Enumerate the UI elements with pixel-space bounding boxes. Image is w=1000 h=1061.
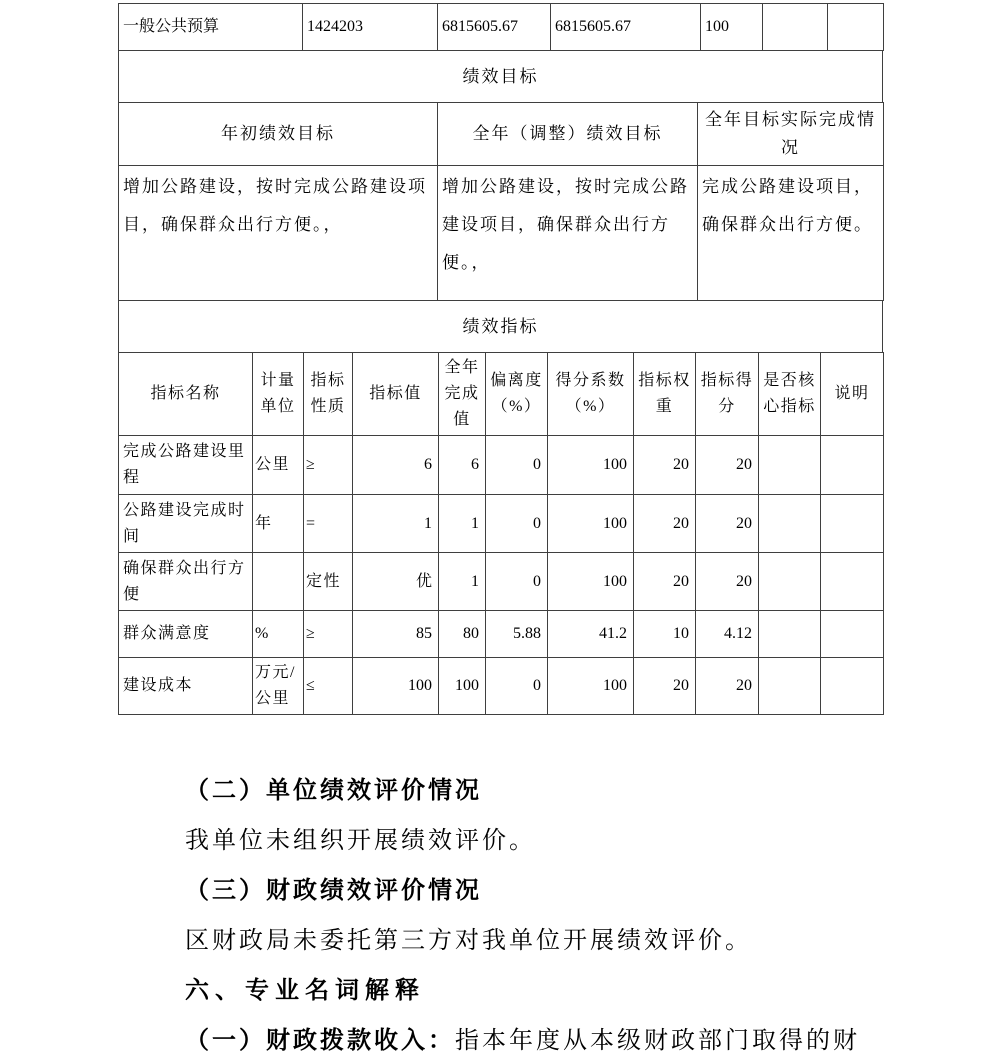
indicator-col-header-nature: 指标性质 bbox=[304, 353, 353, 436]
indicator-cell-completed: 100 bbox=[439, 658, 486, 715]
indicator-cell-deviation: 0 bbox=[486, 553, 548, 611]
indicator-row-satisfaction bbox=[119, 611, 884, 658]
indicator-row-cost bbox=[119, 658, 884, 715]
budget-cell-source: 一般公共预算 bbox=[119, 4, 303, 51]
indicator-cell-unit: % bbox=[253, 611, 304, 658]
indicator-cell-completed: 1 bbox=[439, 553, 486, 611]
indicator-cell-target: 1 bbox=[353, 495, 439, 553]
indicator-cell-score-coef: 100 bbox=[548, 436, 634, 495]
budget-cell-amount-2: 6815605.67 bbox=[551, 4, 701, 51]
indicator-col-header-name: 指标名称 bbox=[119, 353, 253, 436]
indicator-table bbox=[118, 352, 884, 715]
heading-unit-evaluation: （二）单位绩效评价情况 bbox=[185, 778, 482, 804]
goal-text-actual: 完成公路建设项目，确保群众出行方便。 bbox=[698, 166, 884, 301]
indicator-cell-name: 建设成本 bbox=[119, 658, 253, 715]
indicator-cell-core bbox=[759, 611, 821, 658]
goal-header-row bbox=[119, 103, 884, 166]
indicator-cell-deviation: 0 bbox=[486, 436, 548, 495]
indicator-cell-core bbox=[759, 553, 821, 611]
indicator-header-row bbox=[119, 353, 884, 436]
indicator-cell-target: 优 bbox=[353, 553, 439, 611]
indicator-col-header-completed: 全年完成值 bbox=[439, 353, 486, 436]
indicator-cell-deviation: 5.88 bbox=[486, 611, 548, 658]
indicator-cell-name: 完成公路建设里程 bbox=[119, 436, 253, 495]
budget-cell-rate: 100 bbox=[701, 4, 763, 51]
indicator-cell-note bbox=[821, 553, 884, 611]
budget-cell-code: 1424203 bbox=[303, 4, 438, 51]
indicator-col-header-target: 指标值 bbox=[353, 353, 439, 436]
budget-cell-empty-2 bbox=[828, 4, 884, 51]
goal-section-title: 绩效目标 bbox=[119, 51, 883, 103]
budget-row-table bbox=[118, 3, 884, 51]
budget-cell-empty-1 bbox=[763, 4, 828, 51]
indicator-row-completion-time bbox=[119, 495, 884, 553]
indicator-cell-weight: 20 bbox=[634, 658, 696, 715]
indicator-cell-unit: 万元/公里 bbox=[253, 658, 304, 715]
indicator-cell-weight: 10 bbox=[634, 611, 696, 658]
indicator-row-convenience bbox=[119, 553, 884, 611]
budget-row bbox=[119, 4, 884, 51]
indicator-cell-target: 85 bbox=[353, 611, 439, 658]
indicator-cell-name: 确保群众出行方便 bbox=[119, 553, 253, 611]
goal-body-row bbox=[119, 166, 884, 301]
indicator-cell-score: 20 bbox=[696, 495, 759, 553]
indicator-cell-nature: ≤ bbox=[304, 658, 353, 715]
goal-header-table bbox=[118, 102, 884, 166]
indicator-cell-note bbox=[821, 658, 884, 715]
indicator-cell-note bbox=[821, 495, 884, 553]
indicator-section-title: 绩效指标 bbox=[119, 301, 883, 353]
goal-col-header-actual: 全年目标实际完成情况 bbox=[698, 103, 884, 166]
indicator-cell-weight: 20 bbox=[634, 436, 696, 495]
term-definition: 指本年度从本级财政部门取得的财 bbox=[455, 1028, 860, 1054]
goal-col-header-adjusted: 全年（调整）绩效目标 bbox=[438, 103, 698, 166]
heading-fiscal-evaluation: （三）财政绩效评价情况 bbox=[185, 878, 482, 904]
indicator-col-header-deviation: 偏离度（%） bbox=[486, 353, 548, 436]
indicator-cell-weight: 20 bbox=[634, 553, 696, 611]
indicator-cell-completed: 6 bbox=[439, 436, 486, 495]
goal-body-table bbox=[118, 165, 884, 301]
indicator-cell-nature: ≥ bbox=[304, 436, 353, 495]
indicator-cell-core bbox=[759, 658, 821, 715]
performance-table bbox=[118, 3, 883, 715]
indicator-cell-completed: 1 bbox=[439, 495, 486, 553]
indicator-cell-nature: = bbox=[304, 495, 353, 553]
indicator-cell-score-coef: 100 bbox=[548, 553, 634, 611]
indicator-col-header-unit: 计量单位 bbox=[253, 353, 304, 436]
indicator-col-header-note: 说明 bbox=[821, 353, 884, 436]
indicator-cell-note bbox=[821, 611, 884, 658]
indicator-cell-unit: 公里 bbox=[253, 436, 304, 495]
heading-terminology: 六、专业名词解释 bbox=[185, 977, 425, 1004]
goal-text-adjusted: 增加公路建设，按时完成公路建设项目，确保群众出行方便。， bbox=[438, 166, 698, 301]
goal-col-header-initial: 年初绩效目标 bbox=[119, 103, 438, 166]
indicator-cell-target: 6 bbox=[353, 436, 439, 495]
paragraph-term-fiscal-appropriation bbox=[185, 1028, 860, 1054]
indicator-cell-unit: 年 bbox=[253, 495, 304, 553]
goal-title-table bbox=[118, 50, 883, 103]
indicator-cell-name: 群众满意度 bbox=[119, 611, 253, 658]
indicator-cell-nature: ≥ bbox=[304, 611, 353, 658]
indicator-cell-completed: 80 bbox=[439, 611, 486, 658]
indicator-cell-score-coef: 100 bbox=[548, 495, 634, 553]
indicator-cell-score-coef: 41.2 bbox=[548, 611, 634, 658]
indicator-cell-score: 4.12 bbox=[696, 611, 759, 658]
indicator-cell-target: 100 bbox=[353, 658, 439, 715]
indicator-cell-unit bbox=[253, 553, 304, 611]
indicator-cell-weight: 20 bbox=[634, 495, 696, 553]
indicator-col-header-score: 指标得分 bbox=[696, 353, 759, 436]
indicator-cell-deviation: 0 bbox=[486, 495, 548, 553]
indicator-cell-deviation: 0 bbox=[486, 658, 548, 715]
indicator-cell-note bbox=[821, 436, 884, 495]
indicator-cell-core bbox=[759, 436, 821, 495]
paragraph-fiscal-evaluation: 区财政局未委托第三方对我单位开展绩效评价。 bbox=[185, 928, 752, 954]
budget-cell-amount-1: 6815605.67 bbox=[438, 4, 551, 51]
paragraph-unit-evaluation: 我单位未组织开展绩效评价。 bbox=[185, 828, 536, 854]
indicator-cell-nature: 定性 bbox=[304, 553, 353, 611]
indicator-cell-score: 20 bbox=[696, 658, 759, 715]
term-name: （一）财政拨款收入： bbox=[185, 1028, 455, 1054]
indicator-title-table bbox=[118, 300, 883, 353]
goal-text-initial: 增加公路建设，按时完成公路建设项目，确保群众出行方便。， bbox=[119, 166, 438, 301]
indicator-col-header-score-coef: 得分系数（%） bbox=[548, 353, 634, 436]
indicator-col-header-weight: 指标权重 bbox=[634, 353, 696, 436]
indicator-cell-score-coef: 100 bbox=[548, 658, 634, 715]
indicator-cell-score: 20 bbox=[696, 436, 759, 495]
indicator-cell-core bbox=[759, 495, 821, 553]
indicator-col-header-core: 是否核心指标 bbox=[759, 353, 821, 436]
indicator-row-mileage bbox=[119, 436, 884, 495]
indicator-cell-score: 20 bbox=[696, 553, 759, 611]
indicator-cell-name: 公路建设完成时间 bbox=[119, 495, 253, 553]
